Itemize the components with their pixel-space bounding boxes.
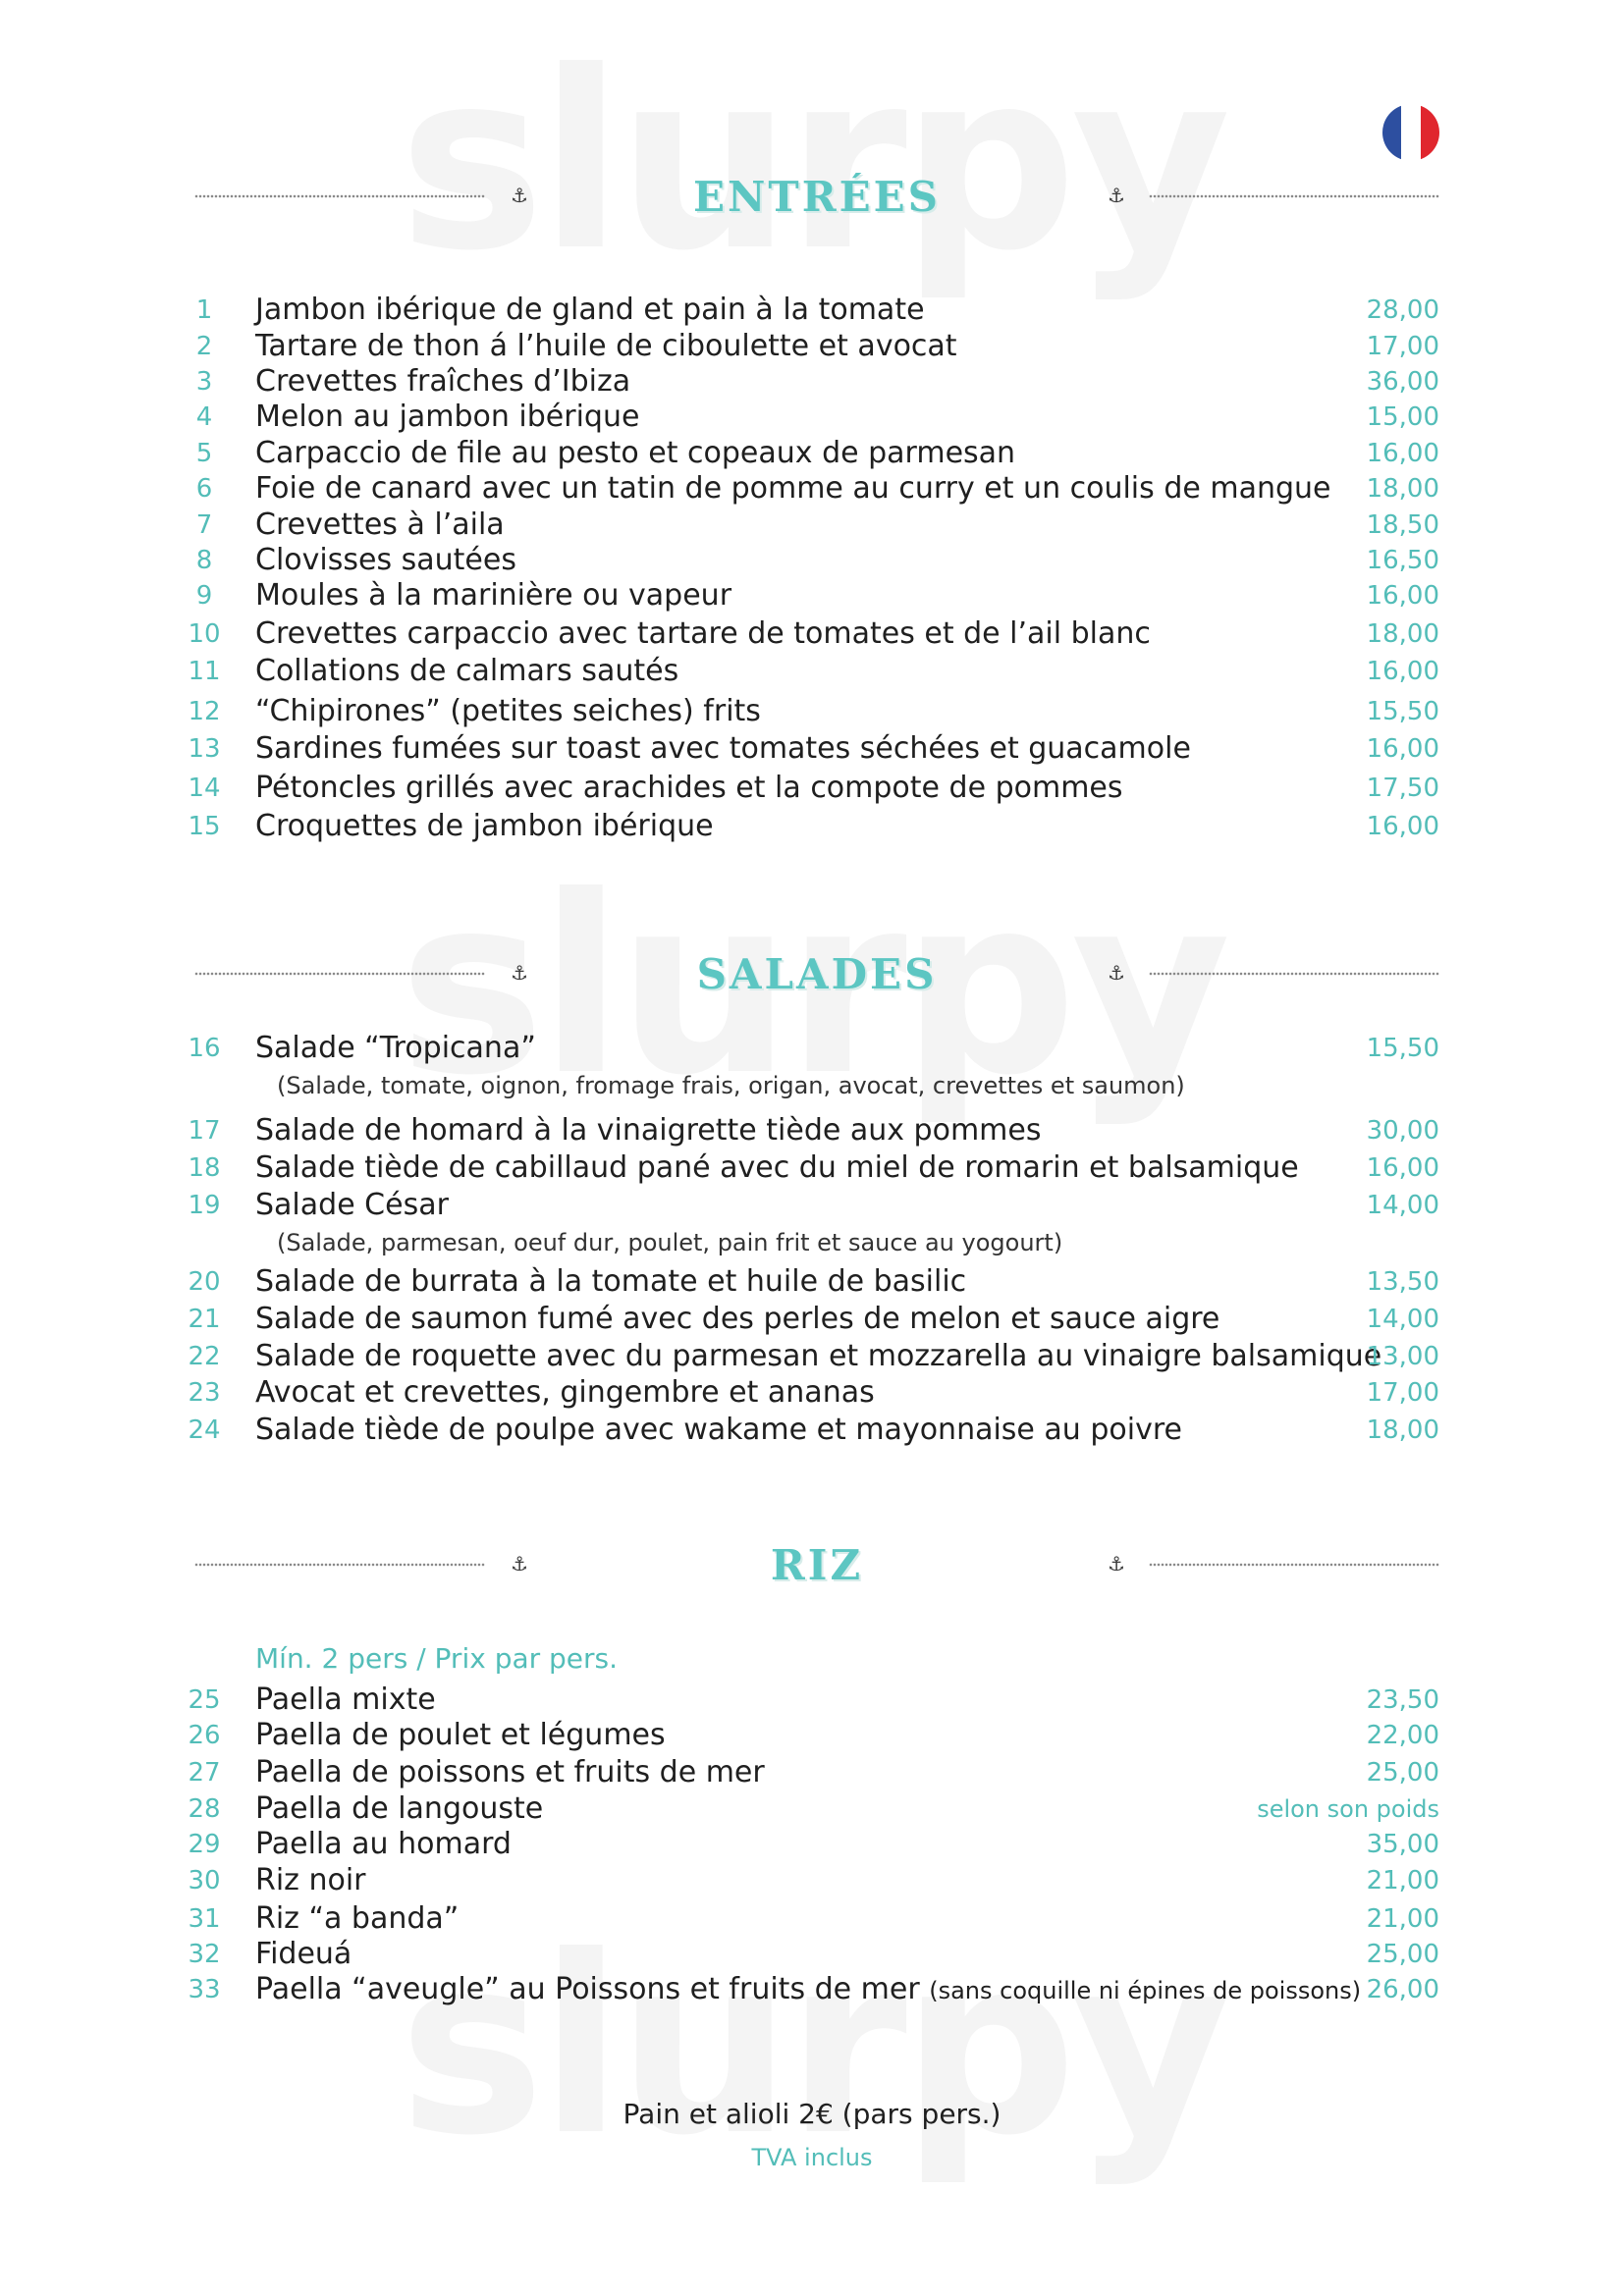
item-price: 18,00	[1366, 474, 1439, 504]
item-price: 16,00	[1366, 734, 1439, 764]
item-price: 18,00	[1366, 619, 1439, 649]
menu-item	[185, 1682, 1439, 1718]
menu-item	[185, 1901, 1439, 1937]
item-price: 16,00	[1366, 657, 1439, 686]
item-name-text: Carpaccio de file au pesto et copeaux de parmesan	[255, 436, 1016, 470]
item-name	[255, 1375, 875, 1411]
menu-item	[185, 400, 1439, 435]
menu-item	[185, 694, 1439, 729]
item-price: 18,50	[1366, 510, 1439, 540]
item-name	[255, 1031, 536, 1066]
item-price: 28,00	[1366, 295, 1439, 325]
item-price: 17,00	[1366, 332, 1439, 361]
item-price: 17,00	[1366, 1378, 1439, 1408]
menu-item	[185, 543, 1439, 578]
anchor-icon: ⚓	[1108, 184, 1125, 207]
item-name-text: Salade tiède de poulpe avec wakame et mayonnaise au poivre	[255, 1413, 1182, 1447]
item-name-text: Paella “aveugle” au Poissons et fruits de mer	[255, 1972, 920, 2006]
item-price: 26,00	[1366, 1975, 1439, 2004]
menu-item	[185, 809, 1439, 844]
item-name-text: Croquettes de jambon ibérique	[255, 809, 714, 843]
item-name-text: Crevettes à l’aila	[255, 507, 505, 542]
item-number: 3	[195, 367, 213, 397]
item-price: 30,00	[1366, 1116, 1439, 1146]
item-name	[255, 507, 505, 543]
section-title-entrees: ENTRÉES	[693, 173, 941, 221]
menu-item	[185, 471, 1439, 507]
item-name	[255, 1718, 666, 1753]
item-name-text: Riz “a banda”	[255, 1901, 460, 1936]
item-price: 18,00	[1366, 1415, 1439, 1445]
menu-item	[185, 731, 1439, 767]
section-header-salades	[194, 944, 1439, 1003]
item-price: 21,00	[1366, 1904, 1439, 1934]
item-number: 32	[188, 1940, 221, 1969]
item-name	[255, 616, 1151, 652]
menu-item	[185, 329, 1439, 364]
item-name-text: Salade de roquette avec du parmesan et mozzarella au vinaigre balsamique	[255, 1339, 1382, 1373]
item-name	[255, 1791, 543, 1827]
item-name-text: Salade tiède de cabillaud pané avec du miel de romarin et balsamique	[255, 1150, 1299, 1185]
item-price: 13,50	[1366, 1267, 1439, 1297]
section-header-riz	[194, 1535, 1439, 1594]
item-price: 23,50	[1366, 1685, 1439, 1715]
divider	[1149, 194, 1439, 198]
item-price: 14,00	[1366, 1305, 1439, 1334]
menu-item	[185, 436, 1439, 471]
menu-item	[185, 1188, 1439, 1223]
tax-note: TVA inclus	[751, 2144, 873, 2171]
item-name-text: Avocat et crevettes, gingembre et ananas	[255, 1375, 875, 1410]
section-title-salades: SALADES	[696, 950, 938, 998]
menu-item	[185, 1827, 1439, 1862]
item-name-text: Salade de homard à la vinaigrette tiède aux pommes	[255, 1113, 1042, 1148]
item-price: 16,50	[1366, 546, 1439, 575]
item-price: 16,00	[1366, 439, 1439, 468]
item-inline-description: (sans coquille ni épines de poissons)	[929, 1977, 1362, 2004]
item-name-text: Jambon ibérique de gland et pain à la tomate	[255, 293, 925, 327]
item-number: 30	[188, 1866, 221, 1896]
item-price: 15,00	[1366, 402, 1439, 432]
menu-item	[185, 1031, 1439, 1066]
item-name	[255, 1150, 1299, 1186]
item-number: 1	[195, 295, 213, 325]
item-price: 25,00	[1366, 1758, 1439, 1788]
item-number: 11	[188, 657, 221, 686]
item-name	[255, 400, 639, 435]
item-name	[255, 1901, 459, 1937]
item-name	[255, 364, 630, 400]
item-number: 7	[195, 510, 213, 540]
item-number: 21	[188, 1305, 221, 1334]
watermark	[0, 39, 1624, 285]
menu-item	[185, 1113, 1439, 1148]
item-number: 26	[188, 1721, 221, 1750]
item-price: 22,00	[1366, 1721, 1439, 1750]
item-name-text: Salade “Tropicana”	[255, 1031, 536, 1065]
item-number: 23	[188, 1378, 221, 1408]
item-number: 10	[188, 619, 221, 649]
item-name	[255, 578, 731, 614]
item-price: 36,00	[1366, 367, 1439, 397]
item-name-text: Moules à la marinière ou vapeur	[255, 578, 732, 613]
item-name-text: Clovisses sautées	[255, 543, 516, 577]
item-name	[255, 1188, 449, 1223]
item-name	[255, 694, 761, 729]
item-price: 16,00	[1366, 581, 1439, 611]
item-name-text: Crevettes carpaccio avec tartare de tomates et de l’ail blanc	[255, 616, 1151, 651]
item-number: 22	[188, 1342, 221, 1371]
item-name	[255, 329, 957, 364]
item-name-text: Paella mixte	[255, 1682, 436, 1717]
item-name-text: Fideuá	[255, 1937, 352, 1971]
item-price: 16,00	[1366, 812, 1439, 841]
section-title-riz: RIZ	[770, 1541, 864, 1589]
menu-item	[185, 1375, 1439, 1411]
item-name	[255, 436, 1015, 471]
item-name	[255, 1113, 1041, 1148]
item-number: 24	[188, 1415, 221, 1445]
item-price: 15,50	[1366, 1034, 1439, 1063]
menu-item	[185, 1755, 1439, 1790]
item-number: 33	[188, 1975, 221, 2004]
divider	[1149, 1563, 1439, 1567]
item-number: 20	[188, 1267, 221, 1297]
bread-note: Pain et alioli 2€ (pars pers.)	[623, 2098, 1001, 2130]
item-number: 28	[188, 1794, 221, 1824]
item-name	[255, 1937, 352, 1972]
anchor-icon: ⚓	[1108, 961, 1125, 985]
anchor-icon: ⚓	[511, 184, 528, 207]
menu-item	[185, 364, 1439, 400]
item-number: 16	[188, 1034, 221, 1063]
item-name	[255, 731, 1191, 767]
menu-item	[185, 1413, 1439, 1448]
item-number: 6	[195, 474, 213, 504]
menu-item	[185, 1302, 1439, 1337]
menu-item	[185, 507, 1439, 543]
item-name	[255, 1863, 366, 1898]
france-flag-icon[interactable]	[1382, 104, 1439, 161]
divider	[1149, 972, 1439, 976]
item-name	[255, 1302, 1219, 1337]
item-name-text: Salade de saumon fumé avec des perles de melon et sauce aigre	[255, 1302, 1220, 1336]
anchor-icon: ⚓	[1108, 1552, 1125, 1575]
item-name	[255, 1264, 966, 1300]
item-name-text: Salade César	[255, 1188, 449, 1222]
menu-item	[185, 1150, 1439, 1186]
menu-item	[185, 654, 1439, 689]
item-name-text: Salade de burrata à la tomate et huile de basilic	[255, 1264, 967, 1299]
item-price: 13,00	[1366, 1342, 1439, 1371]
anchor-icon: ⚓	[511, 961, 528, 985]
item-name-text: Riz noir	[255, 1863, 366, 1897]
item-name-text: Foie de canard avec un tatin de pomme au curry et un coulis de mangue	[255, 471, 1331, 506]
item-price: 14,00	[1366, 1191, 1439, 1220]
item-number: 4	[195, 402, 213, 432]
item-name-text: “Chipirones” (petites seiches) frits	[255, 694, 761, 728]
menu-item	[185, 293, 1439, 328]
item-name-text: Paella de langouste	[255, 1791, 544, 1826]
menu-item	[185, 1972, 1439, 2007]
item-number: 19	[188, 1191, 221, 1220]
item-price: 15,50	[1366, 697, 1439, 726]
item-number: 8	[195, 546, 213, 575]
item-name	[255, 809, 714, 844]
item-number: 9	[195, 581, 213, 611]
menu-item	[185, 616, 1439, 652]
anchor-icon: ⚓	[511, 1552, 528, 1575]
item-number: 2	[195, 332, 213, 361]
item-name-text: Tartare de thon á l’huile de ciboulette et avocat	[255, 329, 957, 363]
item-number: 5	[195, 439, 213, 468]
item-number: 27	[188, 1758, 221, 1788]
item-price: 17,50	[1366, 774, 1439, 803]
item-name-text: Collations de calmars sautés	[255, 654, 679, 688]
item-name-text: Sardines fumées sur toast avec tomates séchées et guacamole	[255, 731, 1191, 766]
item-price: selon son poids	[1257, 1795, 1439, 1823]
item-number: 12	[188, 697, 221, 726]
section-header-entrees	[194, 167, 1439, 226]
menu-item	[185, 1339, 1439, 1374]
menu-item	[185, 1937, 1439, 1972]
item-number: 13	[188, 734, 221, 764]
item-name	[255, 471, 1330, 507]
item-name-text: Crevettes fraîches d’Ibiza	[255, 364, 631, 399]
item-number: 31	[188, 1904, 221, 1934]
item-name	[255, 654, 678, 689]
item-number: 17	[188, 1116, 221, 1146]
menu-item	[185, 1863, 1439, 1898]
item-description: (Salade, tomate, oignon, fromage frais, origan, avocat, crevettes et saumon)	[277, 1072, 1185, 1099]
item-name	[255, 1339, 1381, 1374]
item-number: 25	[188, 1685, 221, 1715]
item-name	[255, 1755, 765, 1790]
riz-note: Mín. 2 pers / Prix par pers.	[255, 1642, 619, 1675]
menu-item	[185, 771, 1439, 806]
item-name	[255, 293, 925, 328]
item-price: 21,00	[1366, 1866, 1439, 1896]
item-number: 29	[188, 1830, 221, 1859]
item-name	[255, 1972, 1361, 2008]
menu-item	[185, 578, 1439, 614]
item-name	[255, 1827, 512, 1862]
item-price: 25,00	[1366, 1940, 1439, 1969]
item-name	[255, 543, 516, 578]
item-name	[255, 1682, 436, 1718]
item-name	[255, 771, 1123, 806]
menu-item	[185, 1791, 1439, 1827]
item-name-text: Paella de poulet et légumes	[255, 1718, 666, 1752]
item-number: 15	[188, 812, 221, 841]
item-price: 16,00	[1366, 1153, 1439, 1183]
item-name-text: Paella au homard	[255, 1827, 512, 1861]
item-number: 18	[188, 1153, 221, 1183]
menu-item	[185, 1718, 1439, 1753]
item-description: (Salade, parmesan, oeuf dur, poulet, pain frit et sauce au yogourt)	[277, 1229, 1063, 1256]
menu-item	[185, 1264, 1439, 1300]
item-name-text: Paella de poissons et fruits de mer	[255, 1755, 765, 1789]
item-name-text: Pétoncles grillés avec arachides et la compote de pommes	[255, 771, 1123, 805]
item-name-text: Melon au jambon ibérique	[255, 400, 640, 434]
item-number: 14	[188, 774, 221, 803]
item-price: 35,00	[1366, 1830, 1439, 1859]
item-name	[255, 1413, 1182, 1448]
